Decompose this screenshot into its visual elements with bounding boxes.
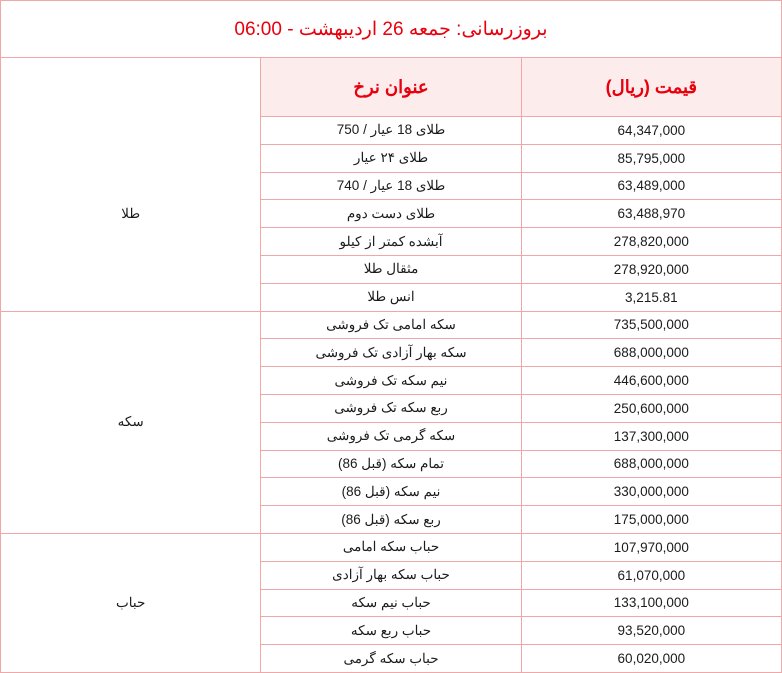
rate-price: 63,488,970 (521, 200, 781, 228)
rate-price: 330,000,000 (521, 478, 781, 506)
rate-title: آبشده کمتر از کیلو (261, 228, 521, 256)
rate-title: حباب سکه گرمی (261, 645, 521, 673)
rate-title: سکه بهار آزادی تک فروشی (261, 339, 521, 367)
rate-title: طلای 18 عیار / 750 (261, 117, 521, 145)
rate-price: 107,970,000 (521, 533, 781, 561)
rate-price: 93,520,000 (521, 617, 781, 645)
rate-title: سکه امامی تک فروشی (261, 311, 521, 339)
rate-title: حباب نیم سکه (261, 589, 521, 617)
rate-price: 735,500,000 (521, 311, 781, 339)
rate-price: 278,920,000 (521, 255, 781, 283)
rate-price: 61,070,000 (521, 561, 781, 589)
rate-title: نیم سکه (قبل 86) (261, 478, 521, 506)
rate-title: ربع سکه (قبل 86) (261, 506, 521, 534)
table-header-row (1, 58, 782, 117)
rate-title: حباب ربع سکه (261, 617, 521, 645)
rate-price: 63,489,000 (521, 172, 781, 200)
rate-title: نیم سکه تک فروشی (261, 367, 521, 395)
rate-price: 688,000,000 (521, 339, 781, 367)
rate-title: طلای 18 عیار / 740 (261, 172, 521, 200)
table-row (1, 117, 782, 145)
rate-title: حباب سکه امامی (261, 533, 521, 561)
rate-title: طلای دست دوم (261, 200, 521, 228)
table-row (1, 311, 782, 339)
update-banner-row (1, 1, 782, 58)
rate-title: ربع سکه تک فروشی (261, 394, 521, 422)
rate-price: 60,020,000 (521, 645, 781, 673)
rate-title: طلای ۲۴ عیار (261, 144, 521, 172)
rate-group-label: طلا (1, 117, 261, 312)
column-header-price: قیمت (ریال) (521, 58, 781, 117)
rate-group-label: سکه (1, 311, 261, 533)
rate-price: 446,600,000 (521, 367, 781, 395)
rate-price: 133,100,000 (521, 589, 781, 617)
rate-price: 278,820,000 (521, 228, 781, 256)
rate-title: تمام سکه (قبل 86) (261, 450, 521, 478)
column-header-group (1, 58, 261, 117)
rate-price: 250,600,000 (521, 394, 781, 422)
update-timestamp-text: بروزرسانی: جمعه 26 اردیبهشت - 06:00 (234, 18, 548, 40)
rate-title: انس طلا (261, 283, 521, 311)
rate-title: مثقال طلا (261, 255, 521, 283)
table-row (1, 533, 782, 561)
rate-price: 688,000,000 (521, 450, 781, 478)
rates-table-body (1, 1, 782, 673)
rate-price: 137,300,000 (521, 422, 781, 450)
rate-price: 175,000,000 (521, 506, 781, 534)
update-banner-cell (1, 1, 782, 58)
rate-price: 64,347,000 (521, 117, 781, 145)
rate-group-label: حباب (1, 533, 261, 672)
rate-title: حباب سکه بهار آزادی (261, 561, 521, 589)
column-header-title: عنوان نرخ (261, 58, 521, 117)
rate-price: 85,795,000 (521, 144, 781, 172)
rate-price: 3,215.81 (521, 283, 781, 311)
rate-title: سکه گرمی تک فروشی (261, 422, 521, 450)
